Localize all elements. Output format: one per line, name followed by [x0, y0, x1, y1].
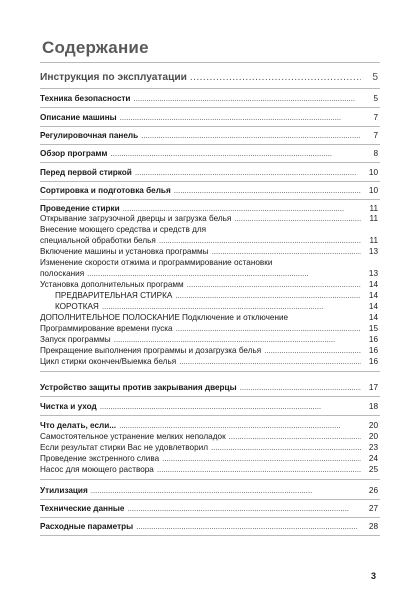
page-number: 3	[371, 571, 377, 581]
toc-entry-tech-data[interactable]	[40, 504, 378, 514]
toc-leader	[212, 247, 361, 257]
toc-leader	[174, 186, 361, 196]
section-divider	[40, 371, 380, 372]
toc-label: Описание машины	[40, 113, 117, 122]
toc-leader	[91, 486, 361, 496]
toc-page: 7	[373, 131, 378, 140]
toc-label: Техника безопасности	[40, 94, 131, 103]
toc-page: 13	[368, 247, 378, 256]
toc-page: 16	[368, 335, 378, 344]
toc-label: Регулировочная панель	[40, 131, 139, 140]
toc-label: Установка дополнительных программ	[40, 280, 184, 289]
toc-entry-troubleshooting[interactable]	[40, 421, 378, 431]
toc-page: 16	[368, 346, 378, 355]
toc-leader	[234, 214, 361, 224]
toc-subentry[interactable]	[55, 302, 378, 312]
toc-label: Устройство защиты против закрывания дверцы	[40, 383, 237, 392]
toc-label: Открывание загрузочной дверцы и загрузка белья	[40, 214, 232, 223]
toc-page: 11	[369, 214, 378, 223]
toc-label: специальной обработки белья	[40, 236, 156, 245]
toc-subentry[interactable]	[40, 465, 378, 475]
toc-page: 16	[368, 357, 378, 366]
toc-subentry[interactable]	[40, 247, 378, 257]
toc-entry-sorting[interactable]	[40, 186, 378, 196]
toc-page: 14	[368, 302, 378, 311]
toc-page: 7	[373, 113, 378, 122]
toc-page: 15	[368, 324, 378, 333]
toc-entry-instructions[interactable]	[40, 73, 378, 83]
toc-label: Сортировка и подготовка белья	[40, 186, 171, 195]
toc-leader	[141, 131, 361, 141]
toc-entry-consumption[interactable]	[40, 522, 378, 532]
toc-label: Чистка и уход	[40, 402, 97, 411]
toc-leader	[120, 113, 361, 123]
toc-subentry[interactable]	[40, 346, 378, 356]
toc-leader	[102, 302, 361, 312]
toc-label: Насос для моющего раствора	[40, 465, 154, 474]
toc-subentry[interactable]	[40, 280, 378, 290]
toc-page: 11	[369, 236, 378, 245]
toc-leader	[240, 383, 361, 393]
toc-page: 25	[368, 465, 378, 474]
toc-entry-panel[interactable]	[40, 131, 378, 141]
toc-label: Что делать, если...	[40, 421, 117, 430]
toc-subentry[interactable]	[40, 214, 378, 224]
toc-leader	[111, 149, 362, 159]
toc-leader	[162, 454, 361, 464]
toc-leader	[229, 432, 361, 442]
toc-leader	[127, 504, 361, 514]
toc-leader	[157, 465, 361, 475]
toc-subentry-line: Внесение моющего средства и средств для	[40, 225, 207, 234]
toc-page: 27	[368, 504, 378, 513]
toc-subentry[interactable]	[40, 454, 378, 464]
toc-leader	[136, 522, 361, 532]
toc-entry-programs[interactable]	[40, 149, 378, 159]
page-title: Содержание	[42, 38, 149, 57]
toc-entry-door-lock[interactable]	[40, 383, 378, 393]
toc-page: 11	[369, 204, 378, 213]
toc-subentry[interactable]	[40, 324, 378, 334]
section-divider	[40, 499, 380, 500]
toc-label: Проведение экстренного слива	[40, 454, 160, 463]
toc-entry-first-wash[interactable]	[40, 168, 378, 178]
toc-label: Перед первой стиркой	[40, 168, 132, 177]
toc-page: 14	[368, 280, 378, 289]
toc-leader	[87, 269, 361, 279]
section-divider	[40, 396, 380, 397]
section-divider	[40, 162, 380, 163]
toc-label: ДОПОЛНИТЕЛЬНОЕ ПОЛОСКАНИЕ Подключение и отключение	[40, 313, 289, 322]
section-divider	[40, 199, 380, 200]
toc-leader	[176, 324, 361, 334]
toc-page: 20	[368, 421, 378, 430]
section-divider	[40, 88, 380, 89]
toc-leader	[135, 168, 361, 178]
toc-page: 14	[368, 291, 378, 300]
toc-label: ПРЕДВАРИТЕЛЬНАЯ СТИРКА	[55, 291, 173, 300]
toc-entry-cleaning[interactable]	[40, 402, 378, 412]
toc-subentry[interactable]	[40, 313, 378, 323]
toc-label: Проведение стирки	[40, 204, 120, 213]
title-divider	[40, 62, 380, 63]
toc-label: полоскания	[40, 269, 85, 278]
toc-page: 8	[373, 149, 378, 158]
toc-leader	[187, 280, 361, 290]
toc-label: Утилизация	[40, 486, 88, 495]
toc-subentry[interactable]	[40, 443, 378, 453]
toc-label: Технические данные	[40, 504, 125, 513]
toc-page: 18	[368, 402, 378, 411]
section-divider	[40, 126, 380, 127]
toc-label: Обзор программ	[40, 149, 108, 158]
toc-page: 10	[368, 168, 378, 177]
toc-leader	[179, 357, 361, 367]
toc-subentry[interactable]	[55, 291, 378, 301]
toc-page: 28	[368, 522, 378, 531]
toc-page: 24	[368, 454, 378, 463]
toc-label: Прекращение выполнения программы и дозагрузка белья	[40, 346, 262, 355]
toc-entry-washing[interactable]	[40, 204, 378, 214]
toc-label: Цикл стирки окончен/Выемка белья	[40, 357, 177, 366]
toc-page: 5	[372, 72, 378, 83]
toc-leader	[175, 291, 361, 301]
toc-leader	[119, 421, 361, 431]
toc-entry-description[interactable]	[40, 113, 378, 123]
section-divider	[40, 181, 380, 182]
section-divider	[40, 144, 380, 145]
toc-leader	[123, 204, 361, 214]
toc-subentry[interactable]	[40, 335, 378, 345]
toc-label: Если результат стирки Вас не удовлетворил	[40, 443, 209, 452]
toc-leader	[100, 402, 361, 412]
toc-label: Программирование времени пуска	[40, 324, 173, 333]
toc-page: 26	[368, 486, 378, 495]
toc-page: 10	[368, 186, 378, 195]
toc-page: 5	[373, 94, 378, 103]
toc-subentry[interactable]	[40, 236, 378, 246]
toc-label: КОРОТКАЯ	[55, 302, 99, 311]
toc-label: Расходные параметры	[40, 522, 134, 531]
section-divider	[40, 535, 380, 536]
toc-subentry-line: Изменение скорости отжима и программирование остановки	[40, 258, 273, 267]
toc-subentry[interactable]	[40, 357, 378, 367]
section-divider	[40, 517, 380, 518]
toc-leader	[211, 443, 361, 453]
toc-leader	[264, 346, 361, 356]
toc-subentry[interactable]	[40, 269, 378, 279]
toc-leader	[114, 335, 361, 345]
toc-label: Запуск программы	[40, 335, 111, 344]
toc-leader	[190, 73, 361, 83]
toc-page: 23	[368, 443, 378, 452]
section-divider	[40, 479, 380, 480]
toc-leader	[159, 236, 361, 246]
toc-entry-safety[interactable]	[40, 94, 378, 104]
toc-leader	[133, 94, 361, 104]
toc-label: Включение машины и установка программы	[40, 247, 209, 256]
toc-page: 13	[368, 269, 378, 278]
toc-entry-disposal[interactable]	[40, 486, 378, 496]
toc-page: 20	[368, 432, 378, 441]
toc-page: 14	[368, 313, 378, 322]
section-divider	[40, 415, 380, 416]
toc-page: 17	[368, 383, 378, 392]
section-divider	[40, 107, 380, 108]
toc-subentry[interactable]	[40, 432, 378, 442]
toc-label: Самостоятельное устранение мелких неполадок	[40, 432, 226, 441]
toc-label: Инструкция по эксплуатации	[40, 72, 187, 83]
